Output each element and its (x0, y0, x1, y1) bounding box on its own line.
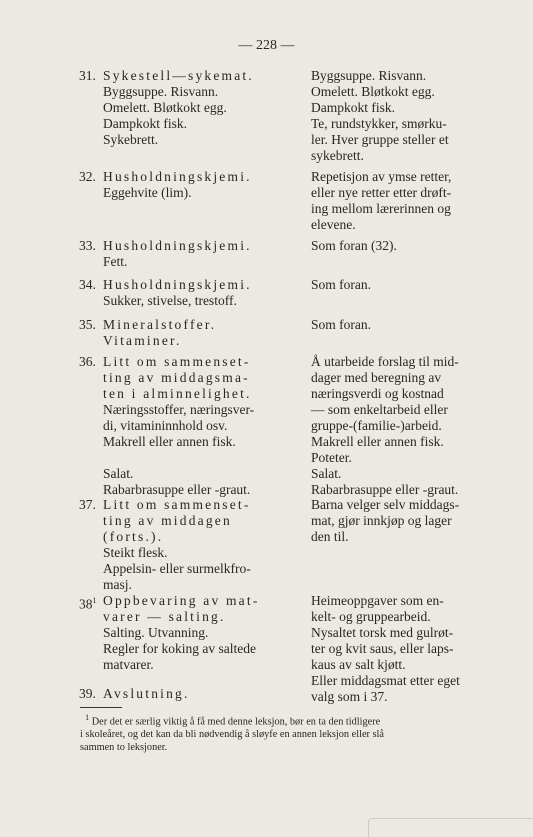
lesson-activity (311, 593, 501, 705)
topic-line: Byggsuppe. Risvann. (103, 84, 219, 99)
lesson-topic (103, 68, 293, 148)
footnote-marker: 1 (85, 713, 90, 722)
lesson-heading: Husholdningskjemi. (103, 169, 252, 184)
footnote-line: i skoleåret, og det kan da bli nødvendig å sløyfe en annen leksjon eller slå (80, 729, 384, 741)
activity-line: ing mellom lærerinnen og (311, 201, 451, 216)
activity-line: Som foran (32). (311, 238, 397, 253)
activity-line: næringsverdi og kostnad (311, 386, 444, 401)
lesson-number: 34. (79, 277, 96, 292)
lesson-heading: Husholdningskjemi. (103, 277, 252, 292)
lesson-topic (103, 593, 293, 673)
lesson-heading: (forts.). (103, 529, 164, 544)
topic-line: Dampkokt fisk. (103, 116, 187, 131)
topic-line: Salat. (103, 466, 134, 481)
lesson-activity (311, 354, 501, 498)
lesson-activity (311, 68, 501, 164)
lesson-number-value: 38 (79, 596, 93, 612)
lesson-heading: ten i alminnelighet. (103, 386, 252, 401)
activity-line: Å utarbeide forslag til mid- (311, 354, 459, 369)
activity-line: Eller middagsmat etter eget (311, 673, 460, 688)
topic-line: Omelett. Bløtkokt egg. (103, 100, 227, 115)
activity-line: Te, rundstykker, smørku- (311, 116, 447, 131)
lesson-heading: Oppbevaring av mat- (103, 593, 260, 608)
topic-line: masj. (103, 577, 132, 592)
lesson-activity (311, 238, 501, 254)
activity-line: Byggsuppe. Risvann. (311, 68, 427, 83)
activity-line: Salat. (311, 466, 342, 481)
lesson-heading: Husholdningskjemi. (103, 238, 252, 253)
activity-line: — som enkeltarbeid eller (311, 402, 448, 417)
lesson-topic (103, 277, 293, 309)
lesson-heading: Litt om sammenset- (103, 354, 251, 369)
topic-line: Sykebrett. (103, 132, 159, 147)
page-number: — 228 — (238, 38, 295, 53)
activity-line: eller nye retter etter drøft- (311, 185, 452, 200)
activity-line: dager med beregning av (311, 370, 442, 385)
activity-line: Rabarbrasuppe eller -graut. (311, 482, 459, 497)
topic-line: Steikt flesk. (103, 545, 168, 560)
lesson-heading: ting av middagsma- (103, 370, 250, 385)
activity-line: Barna velger selv middags- (311, 497, 460, 512)
lesson-topic (103, 169, 293, 201)
topic-line: Regler for koking av saltede (103, 641, 256, 656)
activity-line: Dampkokt fisk. (311, 100, 395, 115)
lesson-number: 32. (79, 169, 96, 184)
topic-line: Makrell eller annen fisk. (103, 434, 236, 449)
lesson-topic (103, 317, 293, 349)
footnote-text: Der det er særlig viktig å få med denne leksjon, bør en ta den tidligere (91, 716, 381, 728)
lesson-heading: Avslutning. (103, 686, 190, 701)
lesson-number: 36. (79, 354, 96, 369)
lesson-heading: varer — salting. (103, 609, 226, 624)
lesson-activity (311, 317, 501, 333)
topic-line: di, vitamininnhold osv. (103, 418, 228, 433)
lesson-number: 35. (79, 317, 96, 332)
lesson-topic (103, 686, 293, 702)
footnote-marker: 1 (92, 596, 97, 605)
topic-line: Fett. (103, 254, 128, 269)
topic-line: Rabarbrasuppe eller -graut. (103, 482, 251, 497)
activity-line: gruppe-(familie-)arbeid. (311, 418, 442, 433)
lesson-heading: ting av middagen (103, 513, 232, 528)
paper-edge (368, 818, 533, 837)
activity-line: mat, gjør innkjøp og lager (311, 513, 452, 528)
topic-line: Salting. Utvanning. (103, 625, 209, 640)
lesson-number: 39. (79, 686, 96, 701)
lesson-heading: Vitaminer. (103, 333, 182, 348)
activity-line: ter og kvit saus, eller laps- (311, 641, 454, 656)
lesson-activity (311, 497, 501, 545)
activity-line: kaus av salt kjøtt. (311, 657, 406, 672)
activity-line: sykebrett. (311, 148, 364, 163)
activity-line: kelt- og gruppearbeid. (311, 609, 431, 624)
activity-line: ler. Hver gruppe steller et (311, 132, 449, 147)
lesson-number: 33. (79, 238, 96, 253)
activity-line: Heimeoppgaver som en- (311, 593, 444, 608)
activity-line: Omelett. Bløtkokt egg. (311, 84, 435, 99)
topic-line: matvarer. (103, 657, 154, 672)
activity-line: Som foran. (311, 277, 371, 292)
topic-line: Sukker, stivelse, trestoff. (103, 293, 237, 308)
lesson-heading: Mineralstoffer. (103, 317, 217, 332)
footnote (80, 711, 498, 754)
footnote-line (80, 711, 498, 728)
topic-line: Eggehvite (lim). (103, 185, 192, 200)
lesson-number: 37. (79, 497, 96, 512)
footnote-line: sammen to leksjoner. (80, 742, 168, 754)
footnote-divider (80, 707, 122, 708)
activity-line: Nysaltet torsk med gulrøt- (311, 625, 454, 640)
activity-line: Poteter. (311, 450, 352, 465)
activity-line: den til. (311, 529, 349, 544)
activity-line: valg som i 37. (311, 689, 388, 704)
topic-line (103, 450, 293, 466)
lesson-activity (311, 169, 501, 233)
activity-line: Repetisjon av ymse retter, (311, 169, 452, 184)
topic-line: Appelsin- eller surmelkfro- (103, 561, 251, 576)
activity-line: Makrell eller annen fisk. (311, 434, 444, 449)
lesson-activity (311, 277, 501, 293)
lesson-topic (103, 238, 293, 270)
lesson-number: 31. (79, 68, 96, 83)
topic-line: Næringsstoffer, næringsver- (103, 402, 255, 417)
lesson-topic (103, 354, 293, 498)
lesson-number (79, 593, 103, 613)
lesson-heading: Sykestell—sykemat. (103, 68, 254, 83)
activity-line: Som foran. (311, 317, 371, 332)
activity-line: elevene. (311, 217, 356, 232)
lesson-heading: Litt om sammenset- (103, 497, 251, 512)
lesson-topic (103, 497, 293, 593)
